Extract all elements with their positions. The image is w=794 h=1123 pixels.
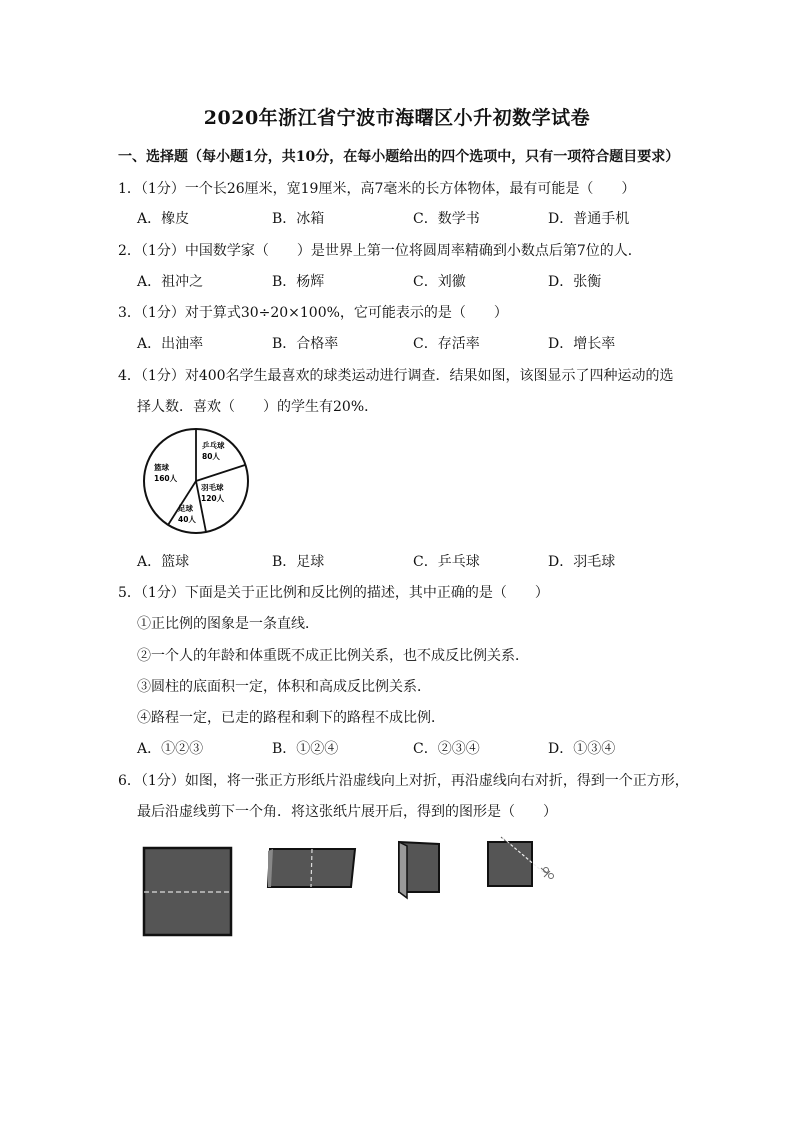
question-4-continued: 择人数．喜欢（ ）的学生有20%．	[137, 399, 379, 415]
question-3: 3．（1分）对于算式30÷20×100%，它可能表示的是（ ）	[118, 305, 508, 321]
q5-statement-3: ③圆柱的底面积一定，体积和高成反比例关系．	[137, 679, 431, 695]
section-heading: 一、选择题（每小题1分，共10分，在每小题给出的四个选项中，只有一项符合题目要求）	[118, 149, 680, 165]
q4-option-b: B．足球	[272, 554, 325, 570]
question-4: 4．（1分）对400名学生最喜欢的球类运动进行调查．结果如图，该图显示了四种运动的选	[118, 368, 674, 384]
q4-option-c: C．乒乓球	[413, 554, 480, 570]
question-5: 5．（1分）下面是关于正比例和反比例的描述，其中正确的是（ ）	[118, 585, 549, 601]
q1-option-b: B．冰箱	[272, 211, 325, 227]
pie-label-badminton: 羽毛球	[201, 483, 224, 492]
q1-option-c: C．数学书	[413, 211, 480, 227]
fold-step-square-paper	[142, 846, 234, 938]
fold-step-folded-up	[265, 843, 361, 893]
q5-statement-4: ④路程一定，已走的路程和剩下的路程不成比例．	[137, 710, 445, 726]
q1-option-a: A．橡皮	[137, 211, 190, 227]
folded-square	[488, 842, 532, 886]
folded-square-flap	[399, 842, 407, 898]
q4-option-d: D．羽毛球	[548, 554, 616, 570]
question-2: 2．（1分）中国数学家（ ）是世界上第一位将圆周率精确到小数点后第7位的人．	[118, 243, 642, 259]
q2-option-d: D．张衡	[548, 274, 602, 290]
q5-option-d: D．①③④	[548, 741, 616, 757]
pie-count-badminton: 120人	[201, 494, 225, 503]
q5-option-a: A．①②③	[137, 741, 204, 757]
fold-step-cut-corner	[485, 836, 557, 892]
q4-option-a: A．篮球	[137, 554, 190, 570]
folded-rectangle	[268, 849, 355, 887]
q5-statement-1: ①正比例的图象是一条直线．	[137, 616, 319, 632]
pie-label-basketball: 篮球	[154, 463, 169, 472]
pie-count-basketball: 160人	[154, 474, 178, 483]
q3-option-d: D．增长率	[548, 336, 616, 352]
pie-count-football: 40人	[178, 515, 196, 524]
fold-step-folded-right	[395, 840, 445, 900]
question-6-continued: 最后沿虚线剪下一个角．将这张纸片展开后，得到的图形是（ ）	[137, 804, 557, 820]
sports-pie-chart	[140, 424, 252, 538]
question-1: 1．（1分）一个长26厘米，宽19厘米，高7毫米的长方体物体，最有可能是（ ）	[118, 181, 636, 197]
pie-label-pingpong: 乒乓球	[202, 441, 225, 450]
q2-option-b: B．杨辉	[272, 274, 325, 290]
q3-option-a: A．出油率	[137, 336, 204, 352]
scissors-icon	[541, 868, 554, 879]
question-6: 6．（1分）如图，将一张正方形纸片沿虚线向上对折，再沿虚线向右对折，得到一个正方形，	[118, 773, 689, 789]
q2-option-c: C．刘徽	[413, 274, 466, 290]
pie-divider-pingpong-badminton	[196, 465, 245, 481]
q3-option-c: C．存活率	[413, 336, 480, 352]
q5-option-b: B．①②④	[272, 741, 339, 757]
pie-label-football: 足球	[178, 504, 193, 513]
q2-option-a: A．祖冲之	[137, 274, 204, 290]
q3-option-b: B．合格率	[272, 336, 339, 352]
q5-statement-2: ②一个人的年龄和体重既不成正比例关系，也不成反比例关系．	[137, 648, 529, 664]
paper-title: 2020年浙江省宁波市海曙区小升初数学试卷	[203, 107, 591, 129]
q5-option-c: C．②③④	[413, 741, 480, 757]
pie-count-pingpong: 80人	[202, 452, 220, 461]
q1-option-d: D．普通手机	[548, 211, 630, 227]
